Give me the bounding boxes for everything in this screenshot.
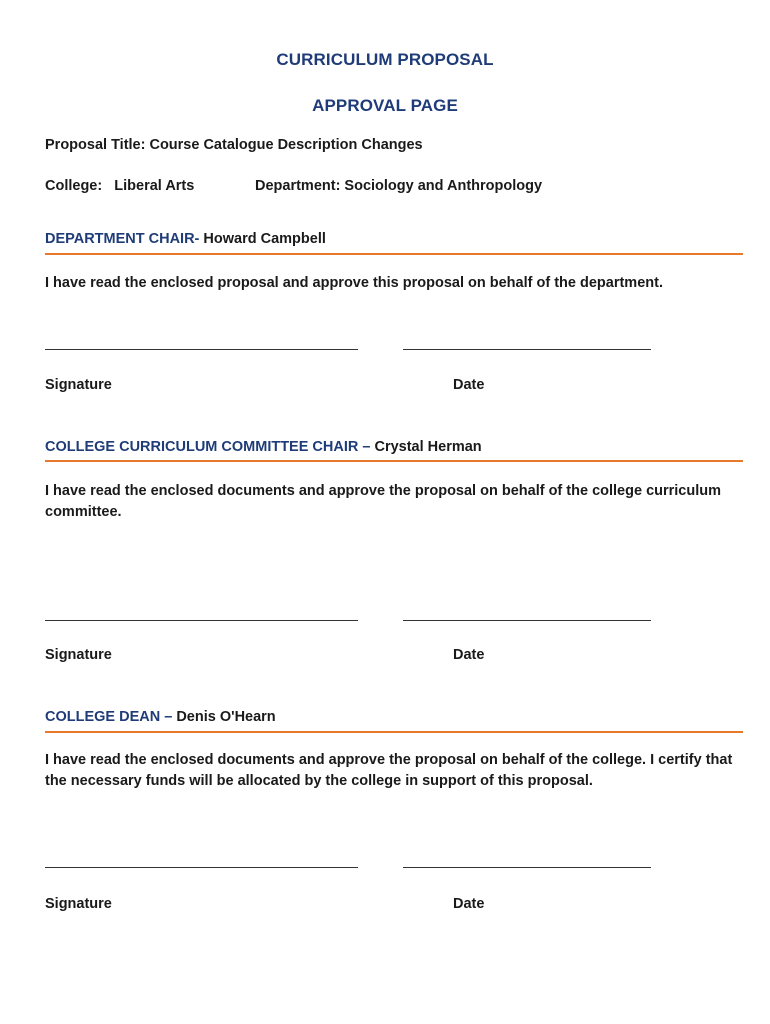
department-chair-heading [45, 231, 326, 247]
section-divider [45, 253, 743, 255]
section-divider [45, 731, 743, 733]
college-dean-date-label: Date [453, 896, 485, 912]
college-dean-heading [45, 709, 276, 725]
college-line: College: Liberal Arts [45, 178, 195, 194]
college-dean-signature-label: Signature [45, 896, 112, 912]
college-dean-date-field[interactable] [403, 867, 651, 868]
department-chair-statement: I have read the enclosed proposal and approve this proposal on behalf of the department. [45, 275, 663, 291]
department-chair-date-field[interactable] [403, 349, 651, 350]
committee-chair-date-field[interactable] [403, 620, 651, 621]
document-title: CURRICULUM PROPOSAL [276, 50, 494, 69]
college-dean-signature-field[interactable] [45, 867, 358, 868]
committee-chair-role: COLLEGE CURRICULUM COMMITTEE CHAIR – [45, 439, 371, 455]
college-dean-role: COLLEGE DEAN – [45, 709, 173, 725]
proposal-title-line: Proposal Title: Course Catalogue Description Changes [45, 137, 423, 153]
college-dean-statement: I have read the enclosed documents and approve the proposal on behalf of the college. I certify that the necessary funds will be allocated by the college in support of this proposal. [45, 752, 733, 789]
committee-chair-signature-label: Signature [45, 647, 112, 663]
committee-chair-heading [45, 439, 482, 455]
document-subtitle: APPROVAL PAGE [312, 96, 458, 115]
committee-chair-date-label: Date [453, 647, 485, 663]
department-chair-date-label: Date [453, 377, 485, 393]
department-line: Department: Sociology and Anthropology [255, 178, 543, 194]
department-chair-name: Howard Campbell [199, 231, 326, 247]
committee-chair-statement: I have read the enclosed documents and approve the proposal on behalf of the college curriculum committee. [45, 483, 721, 520]
section-divider [45, 460, 743, 462]
department-chair-role: DEPARTMENT CHAIR- [45, 231, 200, 247]
college-dean-name: Denis O'Hearn [172, 709, 276, 725]
department-chair-signature-label: Signature [45, 377, 112, 393]
committee-chair-name: Crystal Herman [370, 439, 482, 455]
department-chair-signature-field[interactable] [45, 349, 358, 350]
committee-chair-signature-field[interactable] [45, 620, 358, 621]
